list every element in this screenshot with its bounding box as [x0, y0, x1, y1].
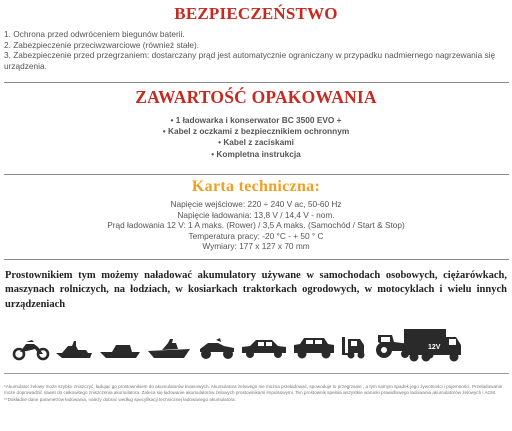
tech-item: Temperatura pracy: -20 °C - + 50 ° C [188, 230, 324, 241]
package-title: ZAWARTOŚĆ OPAKOWANIA [135, 87, 377, 107]
speedboat-icon [148, 339, 190, 358]
tech-item: Prąd ładowania 12 V: 1 A maks. (Rower) / 3,5 A maks. (Samochód / Start & Stop) [107, 220, 405, 231]
vehicle-icons-row [12, 333, 472, 361]
package-item: • 1 ładowarka i konserwator BC 3500 EVO + [170, 115, 342, 125]
car-icon [242, 340, 286, 358]
package-item: • Kompletna instrukcja [211, 148, 301, 159]
package-item: • Kabel z oczkami z bezpiecznikiem ochronnym [162, 126, 350, 137]
package-list [0, 115, 512, 160]
safety-list [4, 29, 509, 71]
safety-item: 3. Zabezpieczenie przed przegrzaniem: dostarczany prąd jest automatycznie ograniczany w przypadku nadmiernego nagrzewania się urządzenia. [4, 50, 496, 71]
safety-item: 1. Ochrona przed odwróceniem biegunów baterii. [4, 29, 185, 39]
forklift-icon [342, 337, 365, 359]
section-divider [4, 373, 509, 374]
battery-label: 12V [428, 344, 441, 351]
quad-icon [200, 338, 234, 359]
motorcycle-icon [14, 340, 48, 359]
section-divider [4, 174, 509, 175]
truck-icon [404, 327, 462, 363]
jetski-icon [56, 341, 92, 358]
tech-item: Napięcie ładowania: 13,8 V / 14,4 V - nom. [177, 209, 335, 220]
tech-title: Karta techniczna: [191, 178, 321, 195]
footnotes [4, 384, 509, 404]
safety-title: BEZPIECZEŃSTWO [174, 4, 338, 23]
footnote: *Akumulator żelowy może szybko zniszczyć, ładując go prostownikiem do akumulatorów kwasowych. Akumulatora żelowego nie można przeładować, spowoduje to przegrzanie , a tym samym spadek jego żywotności i pojemności. Przeładowanie może doprowadzić nawet do całkowitego zniszczenia akumulatora. Zaleca się ładowanie akumulatorów żelowych prostownikami impulsowymi. Ten prostownik spełnia wszystkie warunki prawidłowego ładowania akumulatorów żelowych i AGM. [4, 384, 503, 396]
tech-item: Napięcie wejściowe: 220 ÷ 240 V ac, 50-60 Hz [170, 199, 342, 209]
intro-paragraph: Prostownikiem tym możemy naładować akumulatory używane w samochodach osobowych, ciężarówkach, maszynach rolniczych, na łodziach, w kosiarkach traktorkach ogrodowych, w motocyklach i wielu innych urządzeniach [5, 270, 507, 310]
footnote: **Dokładne dane parametrów ładowania, należy dobrać według specyfikacji technicznej ładowanego akumulatora. [4, 397, 236, 403]
section-divider [4, 259, 509, 260]
section-divider [4, 82, 509, 83]
boat-icon [100, 345, 140, 358]
suv-icon [294, 338, 334, 359]
tech-item: Wymiary: 177 x 127 x 70 mm [202, 241, 310, 252]
tech-list [0, 199, 512, 252]
package-item: • Kabel z zaciskami [218, 137, 294, 148]
safety-item: 2. Zabezpieczenie przeciwzwarciowe (również stałe). [4, 39, 200, 50]
